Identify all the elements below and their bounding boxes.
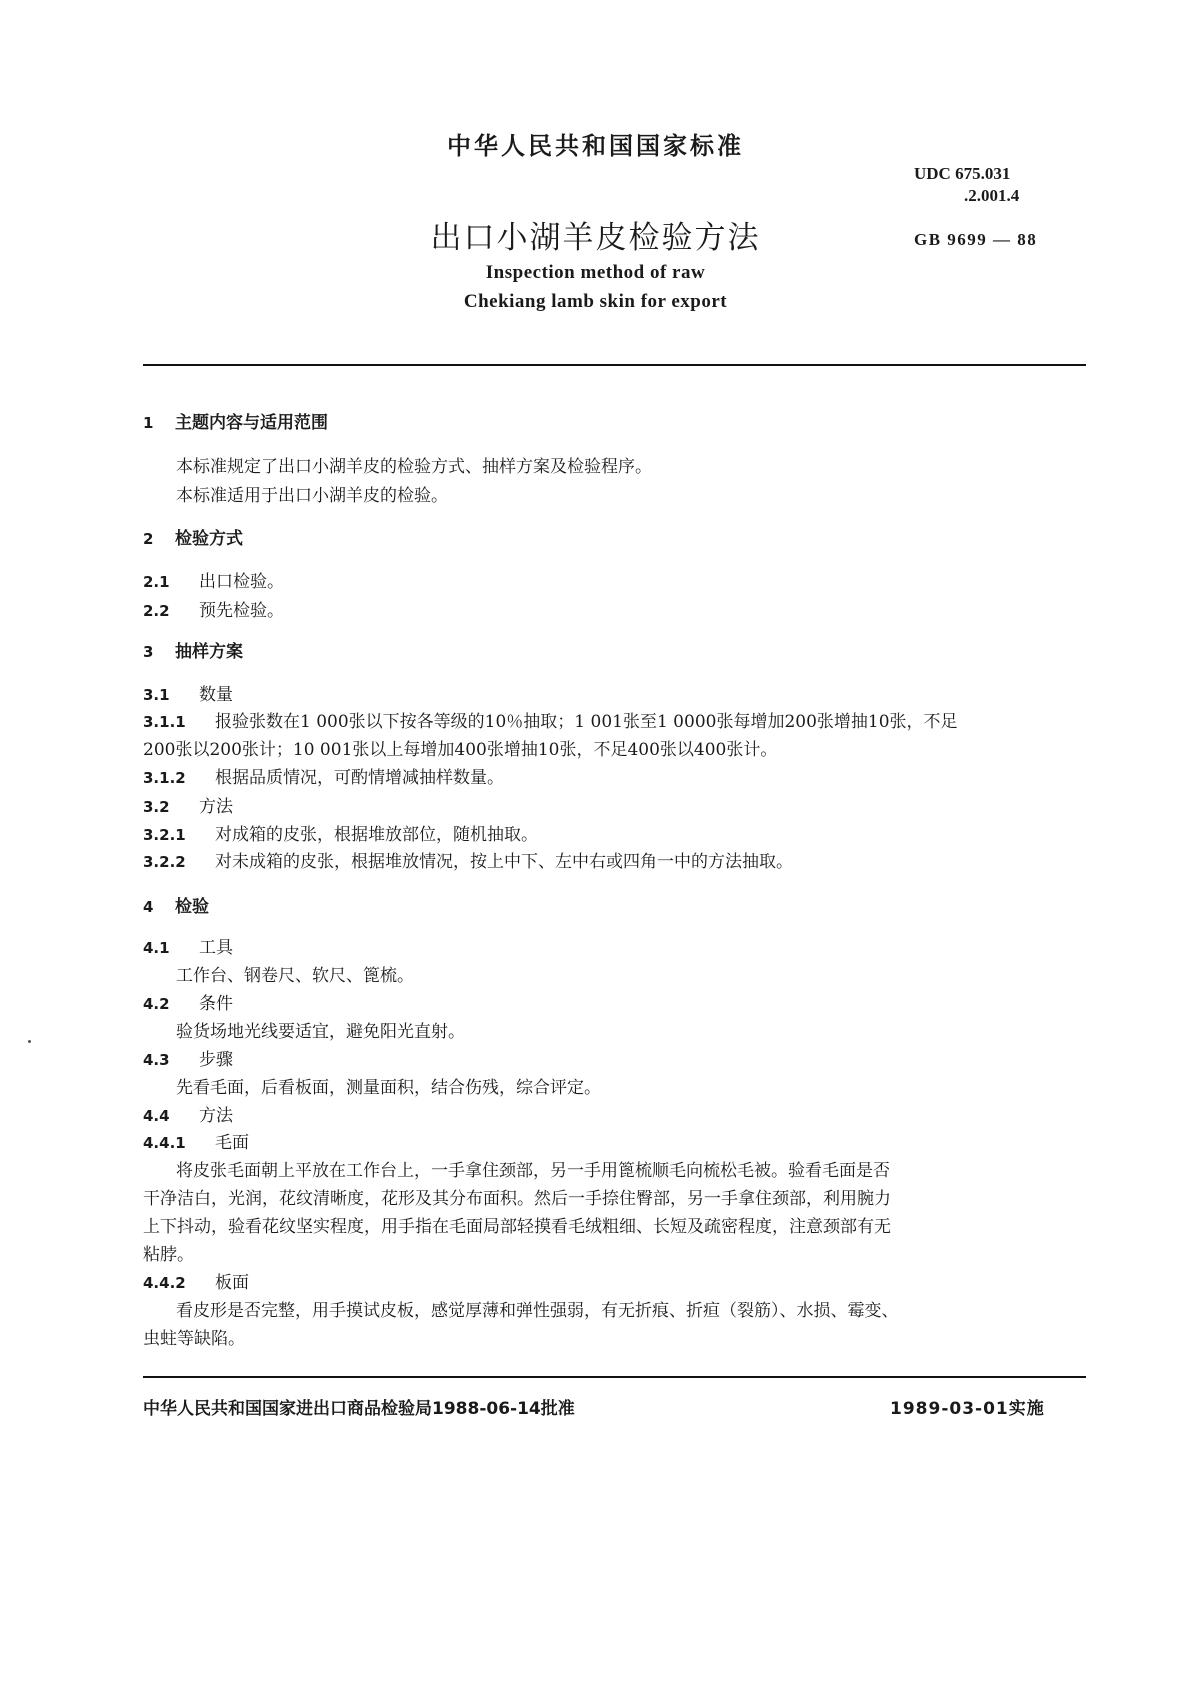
clause-4-4-1-line-2: 干净洁白，光润，花纹清晰度，花形及其分布面积。然后一手捺住臀部，另一手拿住颈部，利用腕力 [143,1189,891,1209]
clause-4-4-2: 4.4.2 板面 [143,1273,249,1293]
section-1-paragraph-1: 本标准规定了出口小湖羊皮的检验方式、抽样方案及检验程序。 [176,457,652,477]
clause-4-4-1-line-1: 将皮张毛面朝上平放在工作台上，一手拿住颈部，另一手用篦梳顺毛向梳松毛被。验看毛面是否 [176,1161,890,1181]
section-2-heading: 2 检验方式 [143,529,243,549]
clause-4-1: 4.1 工具 [143,938,233,958]
section-3-heading: 3 抽样方案 [143,642,243,662]
clause-3-2-1: 3.2.1 对成箱的皮张，根据堆放部位，随机抽取。 [143,825,538,845]
clause-4-3-body: 先看毛面，后看板面，测量面积，结合伤残，综合评定。 [176,1078,601,1098]
clause-4-4-2-line-1: 看皮形是否完整，用手摸试皮板，感觉厚薄和弹性强弱，有无折痕、折疸（裂筋）、水损、霉变、 [176,1301,899,1321]
clause-4-4-1-line-4: 粘脖。 [143,1245,194,1265]
clause-2-2: 2.2 预先检验。 [143,601,284,621]
section-1-heading: 1 主题内容与适用范围 [143,413,328,433]
standard-number: GB 9699 — 88 [914,230,1038,249]
clause-3-1-2: 3.1.2 根据品质情况，可酌情增减抽样数量。 [143,768,504,788]
scan-speck [28,1040,31,1043]
clause-4-3: 4.3 步骤 [143,1050,233,1070]
english-title-line-2: Chekiang lamb skin for export [463,291,728,312]
clause-3-2-2: 3.2.2 对未成箱的皮张，根据堆放情况，按上中下、左中右或四角一中的方法抽取。 [143,852,793,872]
clause-4-4-1-line-3: 上下抖动，验看花纹坚实程度，用手指在毛面局部轻摸看毛绒粗细、长短及疏密程度，注意颈部有无 [143,1217,891,1237]
effective-date: 1989-03-01实施 [890,1399,1045,1419]
clause-4-4: 4.4 方法 [143,1106,233,1126]
approval-statement: 中华人民共和国国家进出口商品检验局1988-06-14批准 [143,1399,575,1419]
clause-4-2: 4.2 条件 [143,994,233,1014]
clause-4-4-1: 4.4.1 毛面 [143,1133,249,1153]
udc-code: UDC 675.031 [914,164,1011,183]
udc-code-continued: .2.001.4 [964,186,1020,205]
clause-2-1: 2.1 出口检验。 [143,572,284,592]
clause-3-1-1-continued: 200张以200张计；10 001张以上每增加400张增抽10张，不足400张以400张计。 [143,740,778,760]
clause-3-2: 3.2 方法 [143,797,233,817]
clause-3-1: 3.1 数量 [143,685,233,705]
clause-4-2-body: 验货场地光线要适宜，避免阳光直射。 [176,1022,465,1042]
header-divider [143,364,1086,366]
issuing-authority: 中华人民共和国国家标准 [447,132,744,160]
english-title-line-1: Inspection method of raw [485,262,706,283]
clause-4-4-2-line-2: 虫蛀等缺陷。 [143,1329,245,1349]
section-1-paragraph-2: 本标准适用于出口小湖羊皮的检验。 [176,486,448,506]
clause-4-1-body: 工作台、钢卷尺、软尺、篦梳。 [176,966,414,986]
document-title: 出口小湖羊皮检验方法 [430,220,761,256]
clause-3-1-1: 3.1.1 报验张数在1 000张以下按各等级的10％抽取；1 001张至1 0000张每增加200张增抽10张，不足 [143,712,958,732]
section-4-heading: 4 检验 [143,897,209,917]
footer-divider [143,1376,1086,1378]
